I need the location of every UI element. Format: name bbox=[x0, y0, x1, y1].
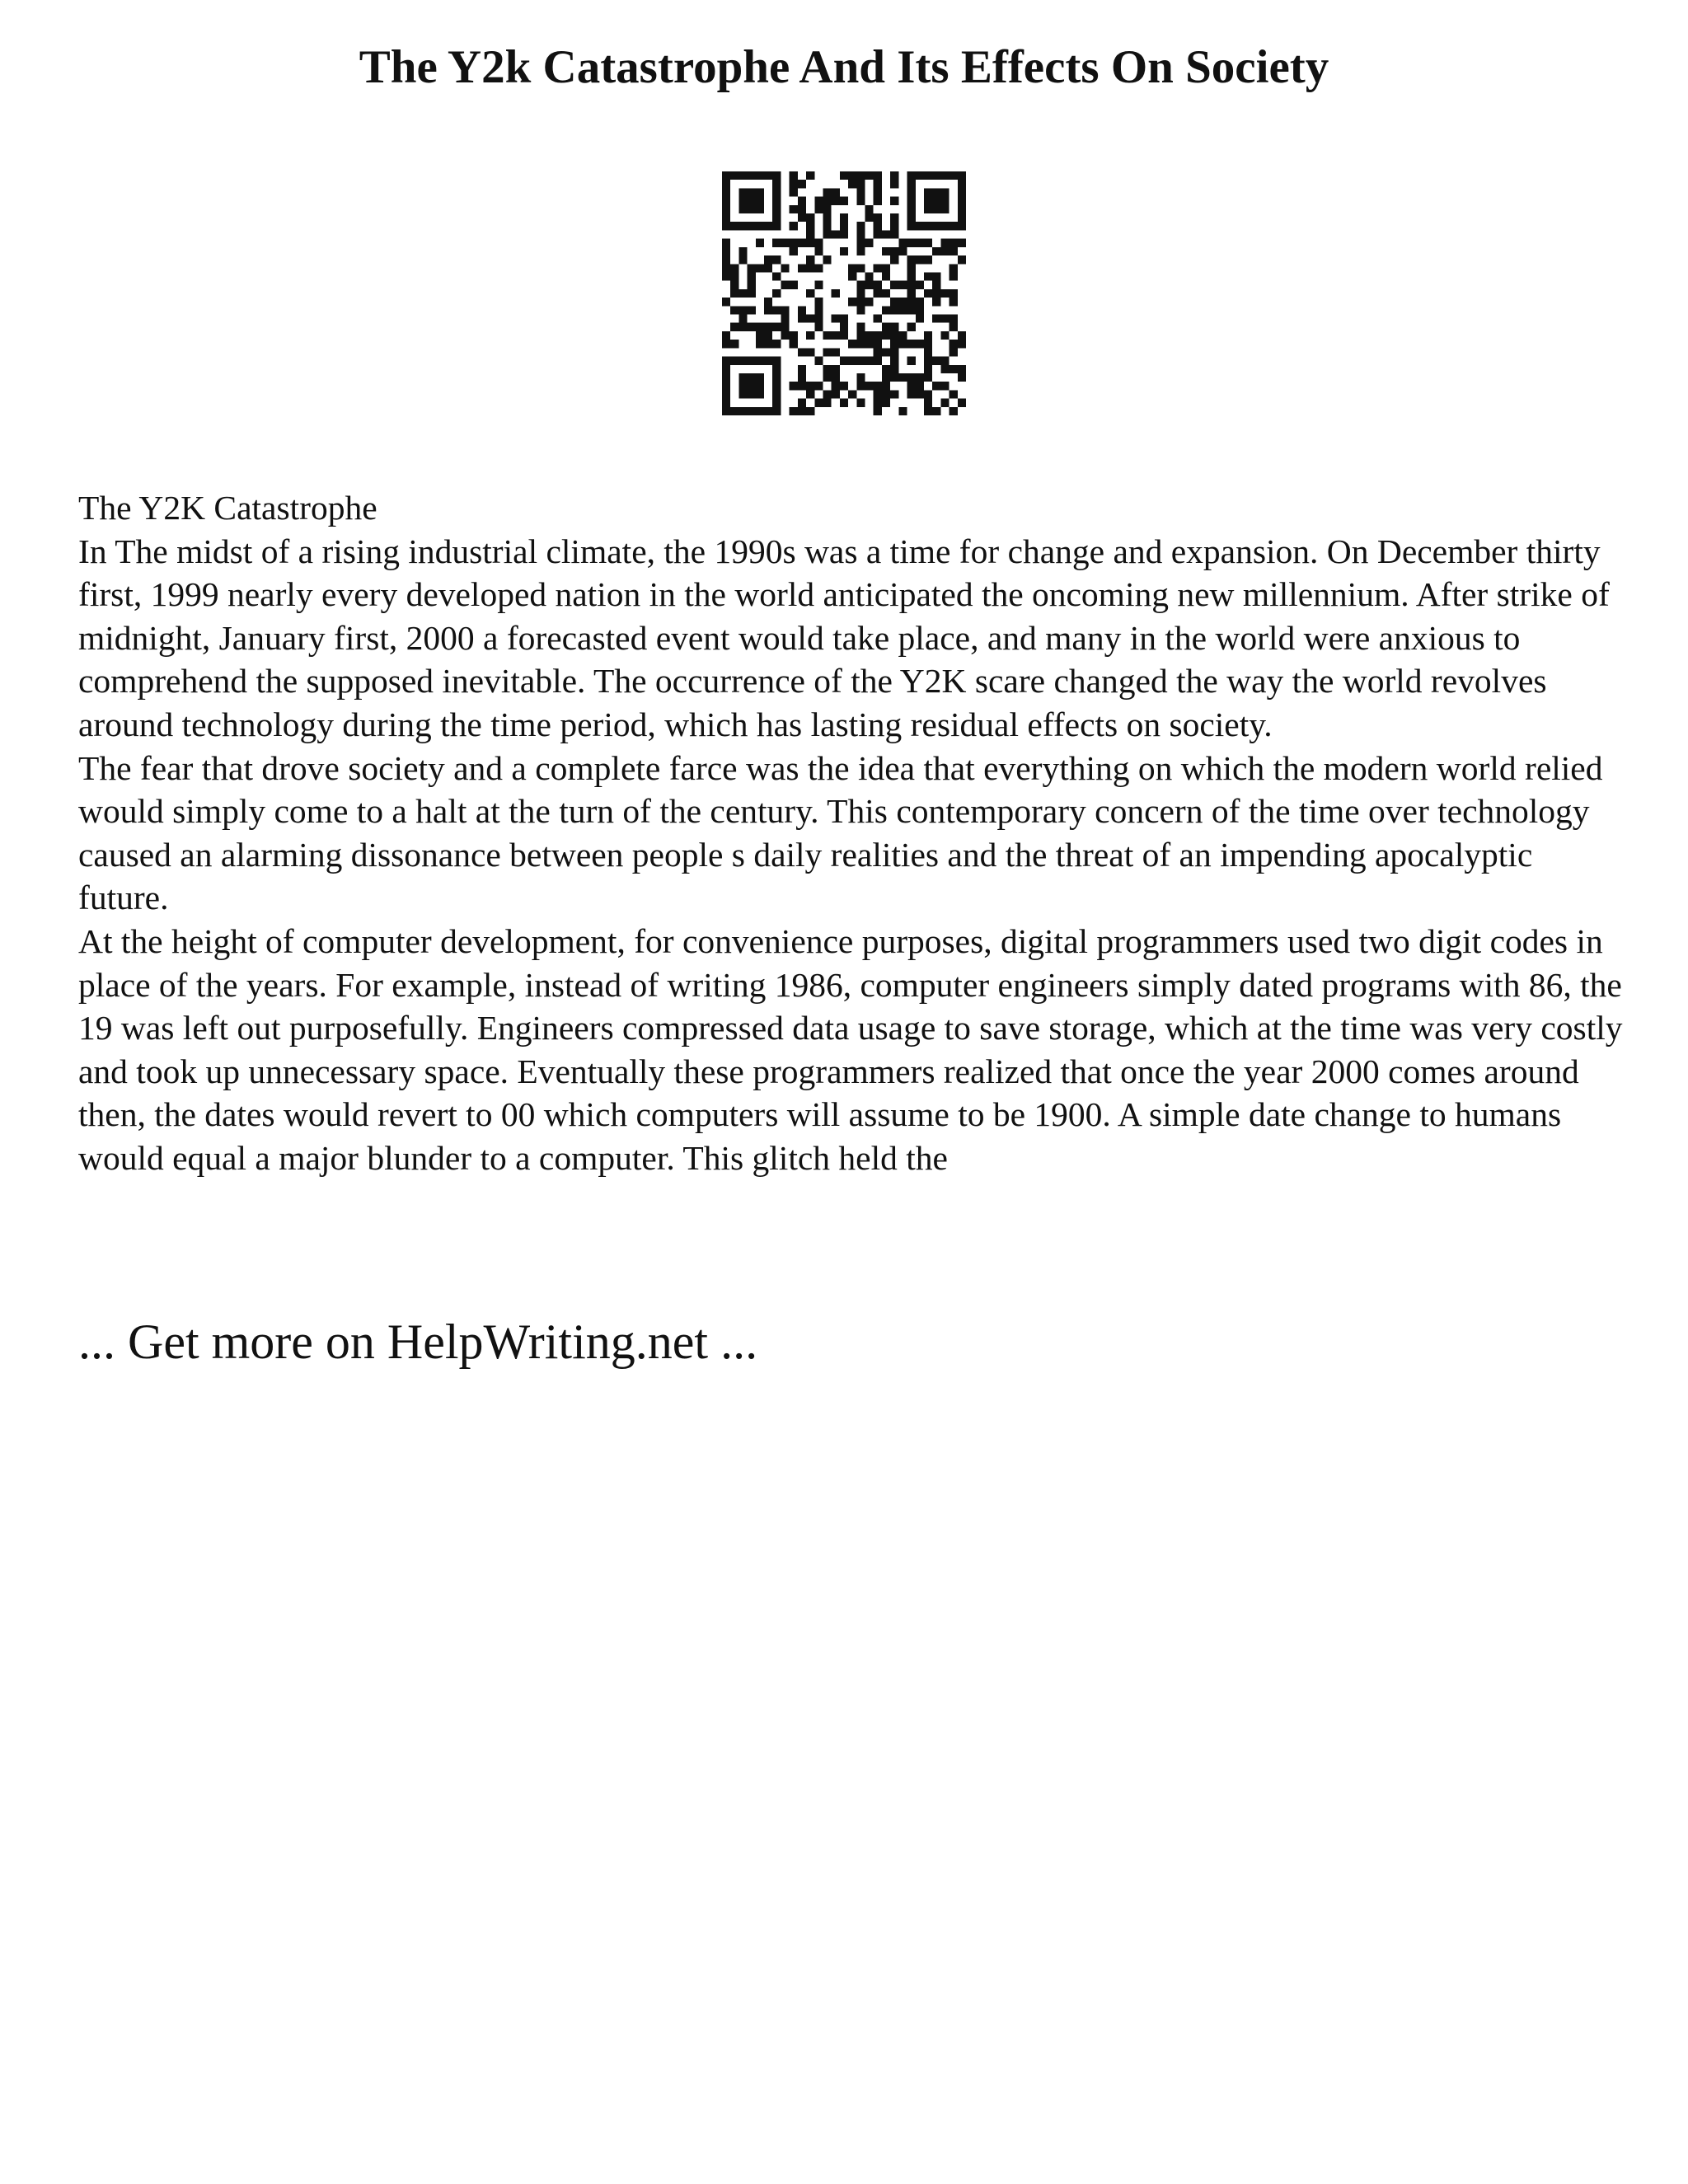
paragraph-2: The fear that drove society and a complete farce was the idea that everything on which the modern world relied would simply come to a halt at the turn of the century. This contemporary concern of the time over technology caused an alarming dissonance between people s daily realities and the threat of an impending apocalyptic future. bbox=[78, 748, 1603, 917]
article-body bbox=[78, 486, 1628, 1180]
paragraph-3: At the height of computer development, for convenience purposes, digital programmers used two digit codes in place of the years. For example, instead of writing 1986, computer engineers simply dated programs with 86, the 19 was left out purposefully. Engineers compressed data usage to save storage, which at the time was very costly and took up unnecessary space. Eventually these programmers realized that once the year 2000 comes around then, the dates would revert to 00 which computers will assume to be 1900. A simple date change to humans would equal a major blunder to a computer. This glitch held the bbox=[78, 921, 1623, 1177]
page-title: The Y2k Catastrophe And Its Effects On Society bbox=[359, 41, 1329, 93]
paragraph-1: In The midst of a rising industrial climate, the 1990s was a time for change and expansion. On December thirty first, 1999 nearly every developed nation in the world anticipated the oncoming new millennium. After strike of midnight, January first, 2000 a forecasted event would take place, and many in the world were anxious to comprehend the supposed inevitable. The occurrence of the Y2K scare changed the way the world revolves around technology during the time period, which has lasting residual effects on society. bbox=[78, 532, 1610, 743]
get-more-link[interactable]: ... Get more on HelpWriting.net ... bbox=[78, 1315, 758, 1369]
article-heading: The Y2K Catastrophe bbox=[78, 489, 377, 527]
qr-code-icon bbox=[722, 171, 966, 415]
